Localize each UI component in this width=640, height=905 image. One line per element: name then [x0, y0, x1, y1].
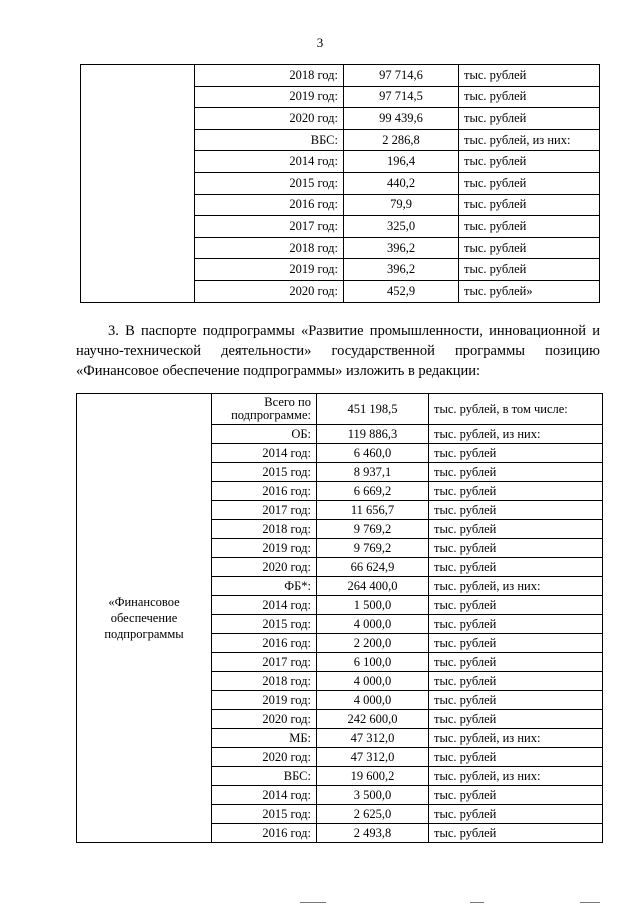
row-value: 97 714,6 [344, 65, 459, 87]
row-value: 3 500,0 [317, 786, 429, 805]
row-label: 2018 год: [195, 65, 344, 87]
amendment-paragraph [76, 321, 600, 381]
row-unit: тыс. рублей [459, 172, 600, 194]
row-unit: тыс. рублей [429, 748, 603, 767]
row-label: 2017 год: [195, 216, 344, 238]
row-value: 451 198,5 [317, 394, 429, 425]
subprogram-funding-table [76, 393, 603, 843]
row-label: 2014 год: [212, 596, 317, 615]
row-value: 6 669,2 [317, 482, 429, 501]
table-row [77, 394, 603, 425]
row-unit: тыс. рублей, из них: [429, 729, 603, 748]
row-unit: тыс. рублей [459, 259, 600, 281]
row-value: 8 937,1 [317, 463, 429, 482]
row-label: 2020 год: [195, 280, 344, 302]
row-label: 2020 год: [212, 710, 317, 729]
row-unit: тыс. рублей [459, 86, 600, 108]
row-label: 2016 год: [212, 634, 317, 653]
row-value: 325,0 [344, 216, 459, 238]
row-value: 6 100,0 [317, 653, 429, 672]
row-label: 2020 год: [212, 558, 317, 577]
row-unit: тыс. рублей [429, 786, 603, 805]
row-unit: тыс. рублей [429, 691, 603, 710]
row-label: 2016 год: [212, 824, 317, 843]
row-label: 2019 год: [212, 691, 317, 710]
row-unit: тыс. рублей [429, 558, 603, 577]
row-unit: тыс. рублей [459, 216, 600, 238]
row-label: 2017 год: [212, 653, 317, 672]
row-label: 2019 год: [212, 539, 317, 558]
row-value: 2 625,0 [317, 805, 429, 824]
row-label: ОБ: [212, 425, 317, 444]
section-cell-empty [81, 65, 195, 303]
row-unit: тыс. рублей [429, 615, 603, 634]
row-label: 2018 год: [195, 237, 344, 259]
row-label: Всего по подпрограмме: [212, 394, 317, 425]
row-unit: тыс. рублей, из них: [429, 425, 603, 444]
row-unit: тыс. рублей [429, 634, 603, 653]
row-unit: тыс. рублей [429, 824, 603, 843]
row-value: 119 886,3 [317, 425, 429, 444]
row-value: 396,2 [344, 237, 459, 259]
row-label: 2020 год: [195, 108, 344, 130]
scan-mark [300, 902, 326, 903]
row-value: 6 460,0 [317, 444, 429, 463]
row-label: 2019 год: [195, 86, 344, 108]
row-unit: тыс. рублей, из них: [459, 129, 600, 151]
funding-table-continued [80, 64, 600, 303]
row-label: ВБС: [212, 767, 317, 786]
row-label: 2019 год: [195, 259, 344, 281]
row-label: 2015 год: [195, 172, 344, 194]
row-value: 2 286,8 [344, 129, 459, 151]
page-number: 3 [316, 35, 324, 50]
row-value: 196,4 [344, 151, 459, 173]
row-unit: тыс. рублей, из них: [429, 767, 603, 786]
row-value: 4 000,0 [317, 691, 429, 710]
row-unit: тыс. рублей [459, 108, 600, 130]
amendment-text: 3. В паспорте подпрограммы «Развитие промышленности, инновационной и научно-технической деятельности» государственной программы позицию «Финансовое обеспечение подпрограммы» изложить в редакции: [76, 323, 600, 379]
row-unit: тыс. рублей [429, 482, 603, 501]
row-unit: тыс. рублей [429, 539, 603, 558]
row-label: 2014 год: [212, 444, 317, 463]
table-row [81, 65, 600, 87]
row-value: 9 769,2 [317, 520, 429, 539]
row-unit: тыс. рублей [459, 237, 600, 259]
row-label: 2015 год: [212, 463, 317, 482]
row-value: 4 000,0 [317, 615, 429, 634]
row-label: 2018 год: [212, 520, 317, 539]
row-label: 2016 год: [212, 482, 317, 501]
row-label: 2018 год: [212, 672, 317, 691]
row-value: 2 200,0 [317, 634, 429, 653]
row-unit: тыс. рублей [429, 653, 603, 672]
row-value: 47 312,0 [317, 748, 429, 767]
row-unit: тыс. рублей» [459, 280, 600, 302]
row-value: 242 600,0 [317, 710, 429, 729]
row-label: ФБ*: [212, 577, 317, 596]
row-label: 2014 год: [195, 151, 344, 173]
row-label: 2020 год: [212, 748, 317, 767]
row-value: 47 312,0 [317, 729, 429, 748]
row-value: 396,2 [344, 259, 459, 281]
row-value: 97 714,5 [344, 86, 459, 108]
row-unit: тыс. рублей, из них: [429, 577, 603, 596]
scan-mark [470, 902, 484, 903]
section-label: «Финансовое обеспечение подпрограммы [77, 394, 212, 843]
row-unit: тыс. рублей [429, 444, 603, 463]
row-label: 2015 год: [212, 805, 317, 824]
row-label: 2016 год: [195, 194, 344, 216]
row-value: 11 656,7 [317, 501, 429, 520]
row-value: 99 439,6 [344, 108, 459, 130]
row-unit: тыс. рублей [429, 710, 603, 729]
row-unit: тыс. рублей [429, 520, 603, 539]
row-value: 452,9 [344, 280, 459, 302]
row-value: 66 624,9 [317, 558, 429, 577]
row-unit: тыс. рублей [459, 65, 600, 87]
row-unit: тыс. рублей, в том числе: [429, 394, 603, 425]
row-unit: тыс. рублей [429, 501, 603, 520]
row-value: 19 600,2 [317, 767, 429, 786]
row-value: 4 000,0 [317, 672, 429, 691]
row-value: 1 500,0 [317, 596, 429, 615]
row-value: 440,2 [344, 172, 459, 194]
row-label: 2014 год: [212, 786, 317, 805]
row-unit: тыс. рублей [429, 596, 603, 615]
row-label: 2015 год: [212, 615, 317, 634]
row-value: 264 400,0 [317, 577, 429, 596]
row-unit: тыс. рублей [429, 463, 603, 482]
row-unit: тыс. рублей [459, 151, 600, 173]
row-label: 2017 год: [212, 501, 317, 520]
row-value: 9 769,2 [317, 539, 429, 558]
row-unit: тыс. рублей [429, 672, 603, 691]
row-unit: тыс. рублей [459, 194, 600, 216]
scan-mark [580, 902, 600, 903]
row-label: ВБС: [195, 129, 344, 151]
row-value: 2 493,8 [317, 824, 429, 843]
row-unit: тыс. рублей [429, 805, 603, 824]
row-label: МБ: [212, 729, 317, 748]
row-value: 79,9 [344, 194, 459, 216]
